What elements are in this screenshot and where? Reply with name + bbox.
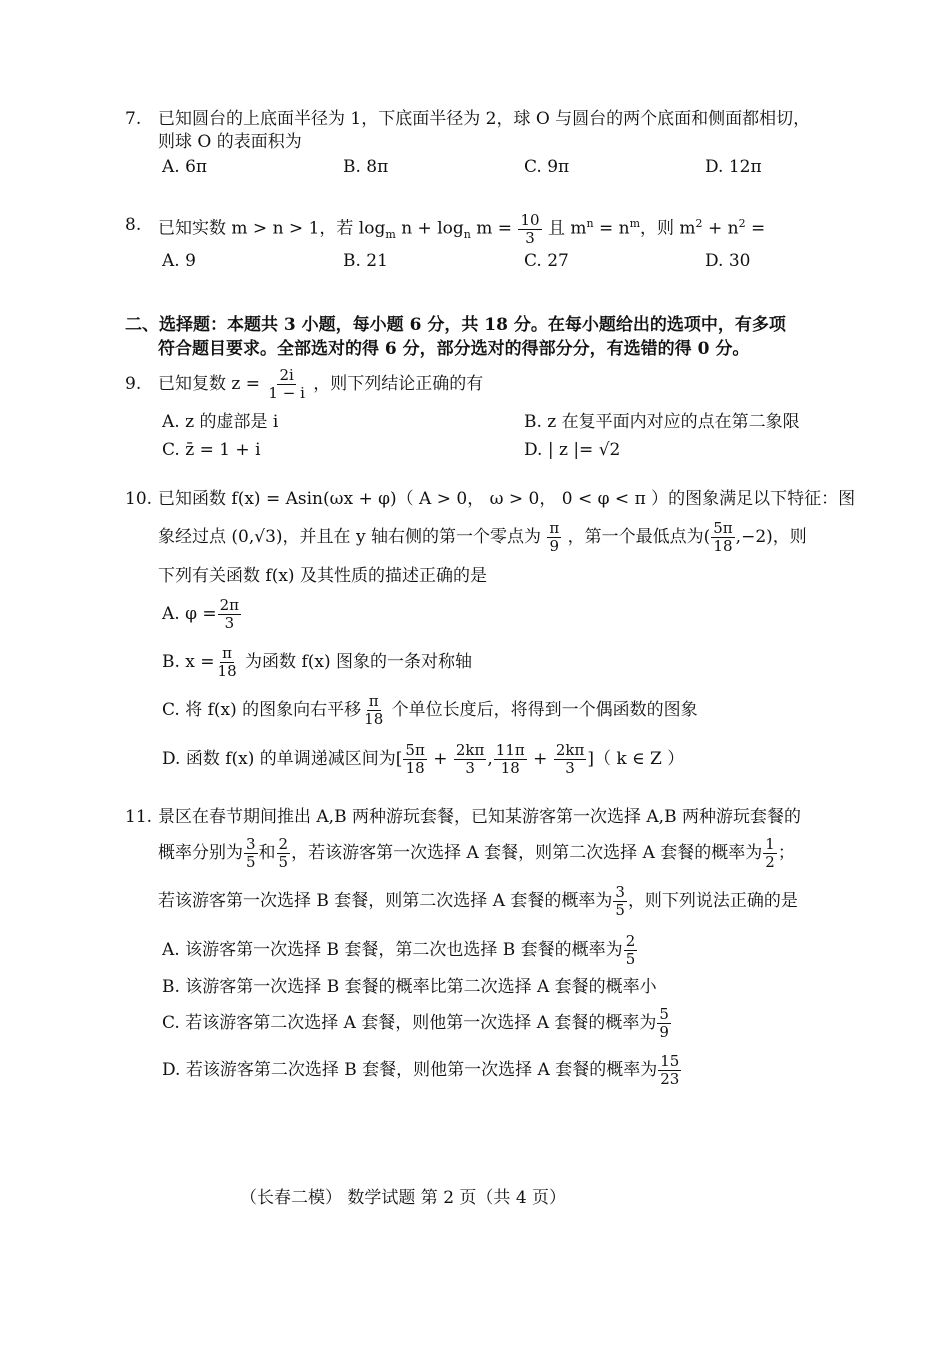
q8-option-b: B. 21 — [343, 251, 388, 271]
q7-stem-line2: 则球 O 的表面积为 — [158, 132, 302, 152]
q8-stem: 已知实数 m > n > 1，若 $\log_m n + \log_n m$ = $\frac{10}{3}$ 且 $m^n = n^m$，则 $m^2 + n^2$ = — [158, 210, 766, 247]
q10-option-b-fraction: $\frac{\pi}{18}$ — [217, 644, 237, 680]
q7-option-c: C. 9π — [524, 157, 570, 177]
q11-prob-b-fraction: $\frac{2}{5}$ — [278, 835, 289, 871]
q7-option-d: D. 12π — [705, 157, 762, 177]
q9-number: 9. — [125, 374, 142, 394]
q10-option-d-frac1: $\frac{5\pi}{18}$ — [405, 741, 425, 777]
q7-stem-line1: 已知圆台的上底面半径为 1，下底面半径为 2，球 O 与圆台的两个底面和侧面都相切， — [158, 109, 811, 129]
q10-stem-line3: 下列有关函数 f(x) 及其性质的描述正确的是 — [158, 566, 487, 586]
q7-option-a: A. 6π — [162, 157, 208, 177]
q9-option-a: A. z 的虚部是 i — [162, 412, 279, 432]
page-footer: （长春二模） 数学试题 第 2 页（共 4 页） — [240, 1188, 567, 1208]
q10-stem-line2: 象经过点 (0,√3)，并且在 y 轴右侧的第一个零点为 $\frac{\pi}{9}$ ，第一个最低点为( $\frac{5\pi}{18}$ ,−2)，则 — [158, 519, 807, 555]
q11-cond2-fraction: $\frac{3}{5}$ — [615, 883, 625, 919]
q8-option-a: A. 9 — [162, 251, 196, 271]
section2-heading-line1: 二、选择题：本题共 3 小题，每小题 6 分，共 18 分。在每小题给出的选项中，有多项 — [125, 315, 786, 335]
q11-option-d: D. 若该游客第二次选择 B 套餐，则他第一次选择 A 套餐的概率为 $\frac{15}{23}$ — [162, 1052, 680, 1088]
section2-heading-line2: 符合题目要求。全部选对的得 6 分，部分选对的得部分分，有选错的得 0 分。 — [158, 339, 750, 359]
q10-option-c-fraction: $\frac{\pi}{18}$ — [364, 692, 384, 728]
q10-min-fraction: $\frac{5\pi}{18}$ — [713, 519, 733, 555]
q11-stem-line1: 景区在春节期间推出 A,B 两种游玩套餐，已知某游客第一次选择 A,B 两种游玩套餐的 — [158, 807, 801, 827]
q11-stem-line3: 若该游客第一次选择 B 套餐，则第二次选择 A 套餐的概率为 $\frac{3}{5}$ ，则下列说法正确的是 — [158, 883, 798, 919]
q8-option-c: C. 27 — [524, 251, 569, 271]
q9-option-b: B. z 在复平面内对应的点在第二象限 — [524, 412, 800, 432]
q9-fraction: $\frac{2i}{1 - i}$ — [268, 366, 305, 402]
q9-option-d: D. | z |= √2 — [524, 440, 621, 460]
q11-option-d-fraction: $\frac{15}{23}$ — [660, 1052, 680, 1088]
q11-option-c-fraction: $\frac{5}{9}$ — [659, 1005, 669, 1041]
q10-zero-fraction: $\frac{\pi}{9}$ — [549, 519, 560, 555]
q9-option-c: C. z̄ = 1 + i — [162, 440, 261, 460]
q10-option-a-fraction: $\frac{2\pi}{3}$ — [219, 596, 240, 632]
q8-option-d: D. 30 — [705, 251, 751, 271]
q11-option-a-fraction: $\frac{2}{5}$ — [625, 932, 636, 968]
q7-option-b: B. 8π — [343, 157, 389, 177]
q10-option-d-frac3: $\frac{11\pi}{18}$ — [495, 741, 525, 777]
q10-number: 10. — [125, 489, 153, 509]
q11-number: 11. — [125, 807, 153, 827]
q11-option-b: B. 该游客第一次选择 B 套餐的概率比第二次选择 A 套餐的概率小 — [162, 977, 657, 997]
q7-number: 7. — [125, 109, 142, 129]
q8-number: 8. — [125, 215, 142, 235]
q10-option-d-frac2: $\frac{2k\pi}{3}$ — [455, 741, 485, 777]
q10-stem-line1: 已知函数 f(x) = Asin(ωx + φ)（ A > 0， ω > 0， 0 < φ < π ）的图象满足以下特征：图 — [158, 489, 856, 509]
q11-prob-a-fraction: $\frac{3}{5}$ — [246, 835, 256, 871]
q10-option-a: A. φ = $\frac{2\pi}{3}$ — [162, 596, 240, 632]
q11-cond-fraction: $\frac{1}{2}$ — [765, 835, 775, 871]
q8-fraction: $\frac{10}{3}$ — [520, 210, 540, 247]
q9-stem: 已知复数 z = $\frac{2i}{1 - i}$ ，则下列结论正确的有 — [158, 366, 484, 402]
q11-stem-line2: 概率分别为 $\frac{3}{5}$ 和 $\frac{2}{5}$ ，若该游客第一次选择 A 套餐，则第二次选择 A 套餐的概率为 $\frac{1}{2}$ ； — [158, 835, 795, 871]
q10-option-b: B. x = $\frac{\pi}{18}$ 为函数 f(x) 图象的一条对称轴 — [162, 644, 472, 680]
q10-option-c: C. 将 f(x) 的图象向右平移 $\frac{\pi}{18}$ 个单位长度后，将得到一个偶函数的图象 — [162, 692, 698, 728]
q10-option-d: D. 函数 f(x) 的单调递减区间为[ $\frac{5\pi}{18}$ + $\frac{2k\pi}{3}$ , $\frac{11\pi}{18}$ + $\frac{2k\pi}{3}$ ]（ k ∈ Z ） — [162, 741, 685, 777]
q10-option-d-frac4: $\frac{2k\pi}{3}$ — [555, 741, 585, 777]
q11-option-a: A. 该游客第一次选择 B 套餐，第二次也选择 B 套餐的概率为 $\frac{2}{5}$ — [162, 932, 636, 968]
q11-option-c: C. 若该游客第二次选择 A 套餐，则他第一次选择 A 套餐的概率为 $\frac{5}{9}$ — [162, 1005, 669, 1041]
